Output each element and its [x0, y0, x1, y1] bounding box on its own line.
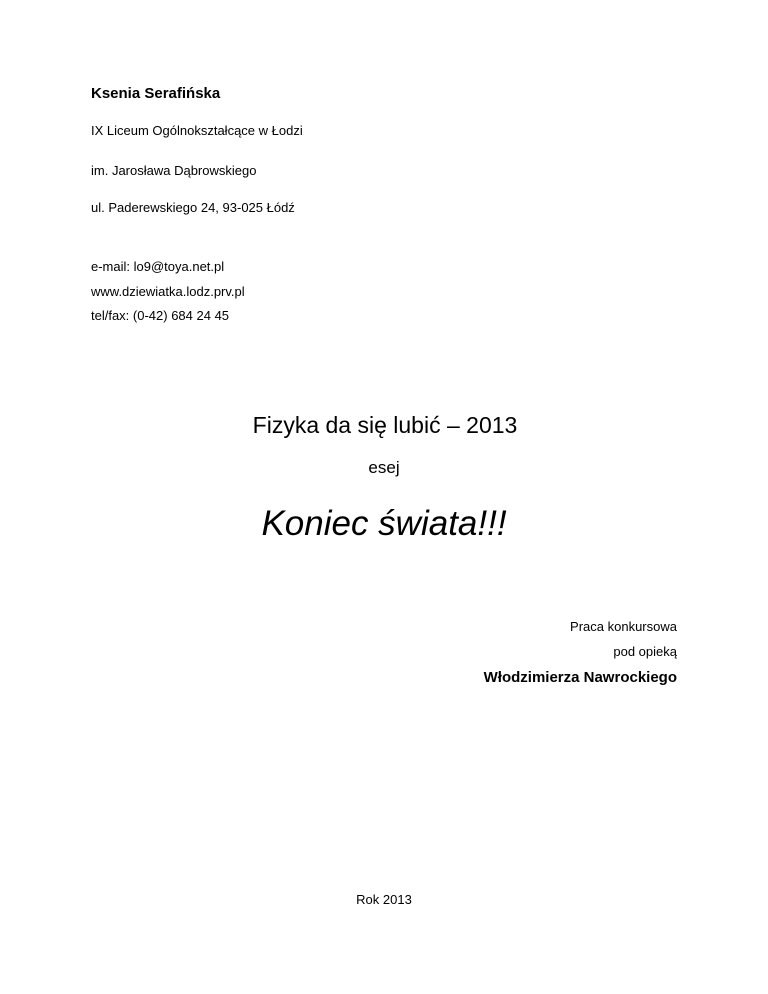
submission-note: Praca konkursowa: [570, 619, 677, 634]
genre-label: esej: [368, 458, 400, 477]
author-name: Ksenia Serafińska: [91, 85, 221, 102]
essay-title: Koniec świata!!!: [261, 504, 507, 543]
contest-name-text: Fizyka da się lubić – 2013: [252, 412, 518, 438]
phone-line: tel/fax: (0-42) 684 24 45: [91, 308, 230, 323]
contest-name: [0, 414, 768, 437]
supervision-note: pod opieką: [613, 644, 677, 659]
year-line: Rok 2013: [356, 892, 412, 907]
school-name: IX Liceum Ogólnokształcące w Łodzi: [91, 123, 303, 138]
school-address: ul. Paderewskiego 24, 93-025 Łódź: [91, 200, 295, 215]
school-patron: im. Jarosława Dąbrowskiego: [91, 163, 257, 178]
supervisor-name: Włodzimierza Nawrockiego: [483, 669, 677, 686]
email-line: e-mail: lo9@toya.net.pl: [91, 259, 225, 274]
website-line: www.dziewiatka.lodz.prv.pl: [91, 284, 245, 299]
